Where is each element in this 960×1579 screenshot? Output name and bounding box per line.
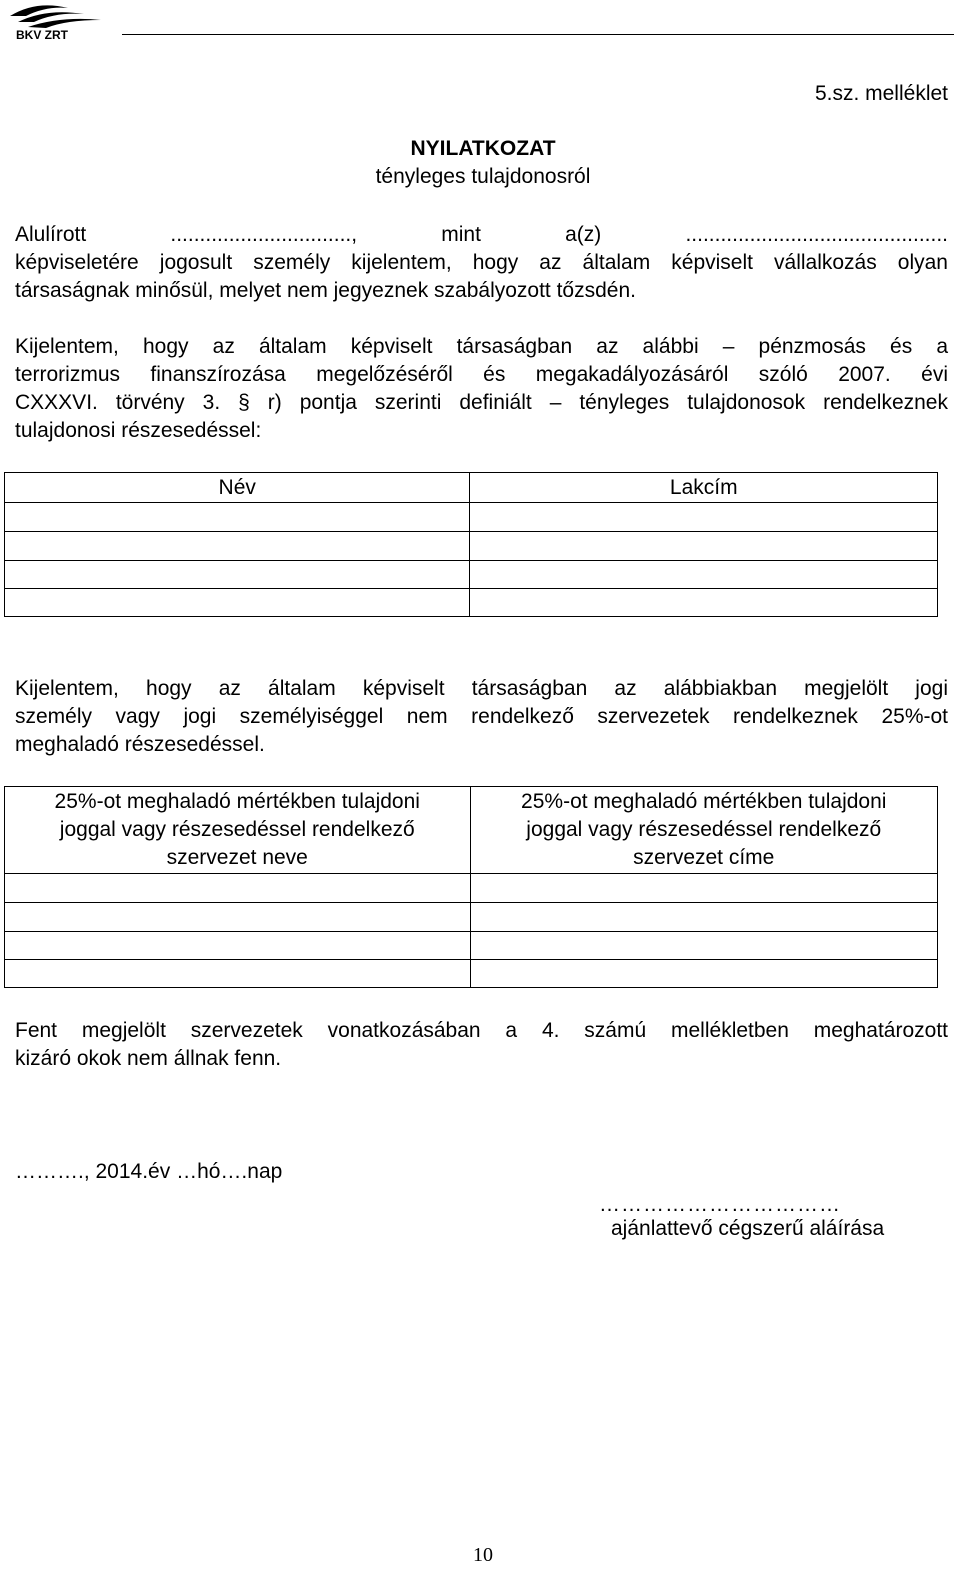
table-row xyxy=(5,532,938,561)
organizations-table xyxy=(4,786,938,988)
paragraph-line: Kijelentem, hogy az általam képviselt társaságban az alábbi – pénzmosás és a xyxy=(15,335,948,358)
org-address-cell[interactable] xyxy=(470,960,938,988)
declaration-paragraph-2 xyxy=(15,333,948,445)
table-row xyxy=(5,589,938,617)
column-header-org-address xyxy=(470,787,938,874)
annex-label: 5.sz. melléklet xyxy=(814,82,948,105)
table-row xyxy=(5,903,938,932)
paragraph-line: Kijelentem, hogy az általam képviselt társaságban az alábbiakban megjelölt jogi xyxy=(15,677,948,700)
document-subtitle: tényleges tulajdonosról xyxy=(375,165,591,188)
org-name-cell[interactable] xyxy=(5,960,471,988)
address-cell[interactable] xyxy=(470,503,938,532)
column-header-address: Lakcím xyxy=(470,473,938,503)
declaration-paragraph-1 xyxy=(15,221,948,305)
paragraph-line: Alulírott ..............................., mint a(z) ............................................. xyxy=(15,223,948,246)
org-address-cell[interactable] xyxy=(470,874,938,903)
column-header-name: Név xyxy=(5,473,470,503)
name-cell[interactable] xyxy=(5,561,470,589)
org-address-cell[interactable] xyxy=(470,932,938,960)
table-header-row xyxy=(5,787,938,874)
address-cell[interactable] xyxy=(470,589,938,617)
paragraph-line: Fent megjelölt szervezetek vonatkozásában a 4. számú mellékletben meghatározott xyxy=(15,1019,948,1042)
table-header-row xyxy=(5,473,938,503)
bkv-logo xyxy=(6,2,116,42)
org-name-cell[interactable] xyxy=(5,932,471,960)
signature-line[interactable]: …………………………… xyxy=(599,1193,841,1216)
header-line: szervezet neve xyxy=(166,846,308,869)
org-name-cell[interactable] xyxy=(5,903,471,932)
paragraph-line: terrorizmus finanszírozása megelőzéséről és megakadályozásáról szóló 2007. évi xyxy=(15,363,948,386)
column-header-org-name xyxy=(5,787,471,874)
logo-text: BKV ZRT xyxy=(16,28,68,42)
name-cell[interactable] xyxy=(5,532,470,561)
beneficial-owners-table xyxy=(4,472,938,617)
header-rule xyxy=(122,34,954,35)
paragraph-line: képviseletére jogosult személy kijelentem, hogy az általam képviselt vállalkozás olyan xyxy=(15,251,948,274)
address-cell[interactable] xyxy=(470,561,938,589)
declaration-paragraph-4 xyxy=(15,1017,948,1073)
address-cell[interactable] xyxy=(470,532,938,561)
date-line[interactable]: ………., 2014.év …hó….nap xyxy=(15,1160,283,1183)
signature-label: ajánlattevő cégszerű aláírása xyxy=(611,1217,885,1240)
paragraph-line: tulajdonosi részesedéssel: xyxy=(15,419,262,442)
paragraph-line: kizáró okok nem állnak fenn. xyxy=(15,1047,282,1070)
paragraph-line: társaságnak minősül, melyet nem jegyeznek szabályozott tőzsdén. xyxy=(15,279,636,302)
page-number: 10 xyxy=(473,1544,493,1566)
table-row xyxy=(5,503,938,532)
table-row xyxy=(5,561,938,589)
name-cell[interactable] xyxy=(5,503,470,532)
org-name-cell[interactable] xyxy=(5,874,471,903)
name-cell[interactable] xyxy=(5,589,470,617)
declaration-paragraph-3 xyxy=(15,675,948,759)
table-row xyxy=(5,960,938,988)
paragraph-line: meghaladó részesedéssel. xyxy=(15,733,265,756)
header-line: 25%-ot meghaladó mértékben tulajdoni xyxy=(54,790,420,813)
table-row xyxy=(5,874,938,903)
header-line: joggal vagy részesedéssel rendelkező xyxy=(526,818,882,841)
header-line: szervezet címe xyxy=(633,846,775,869)
table-row xyxy=(5,932,938,960)
paragraph-line: CXXXVI. törvény 3. § r) pontja szerinti definiált – tényleges tulajdonosok rendelkeznek xyxy=(15,391,948,414)
paragraph-line: személy vagy jogi személyiséggel nem rendelkező szervezetek rendelkeznek 25%-ot xyxy=(15,705,948,728)
document-title: NYILATKOZAT xyxy=(410,137,556,160)
header-line: 25%-ot meghaladó mértékben tulajdoni xyxy=(521,790,887,813)
header-line: joggal vagy részesedéssel rendelkező xyxy=(59,818,415,841)
org-address-cell[interactable] xyxy=(470,903,938,932)
